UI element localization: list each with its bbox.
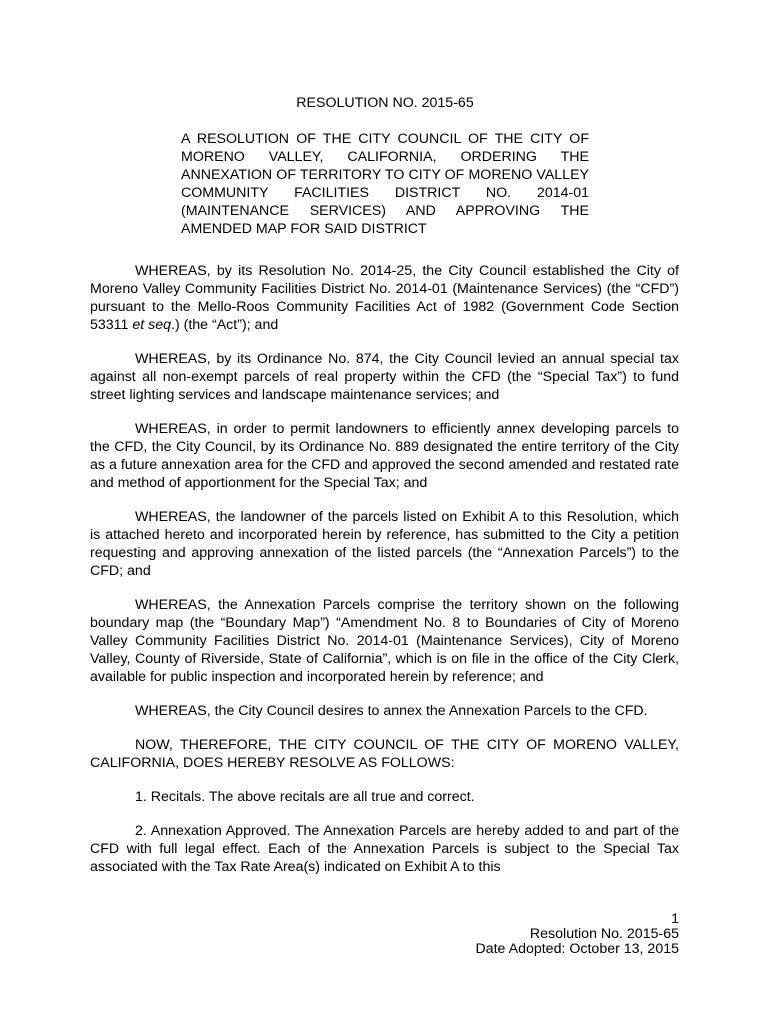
document-body bbox=[90, 262, 679, 876]
footer-resolution: Resolution No. 2015-65 bbox=[529, 926, 679, 942]
footer-date-adopted: Date Adopted: October 13, 2015 bbox=[475, 941, 679, 957]
whereas-paragraph-1 bbox=[90, 262, 679, 334]
section-2-annexation: 2. Annexation Approved. The Annexation Parcels are hereby added to and part of the CFD with full legal effect. Each of the Annexation Parcels is subject to the Special Tax associated with the Tax Rate Area(s) indicated on Exhibit A to this bbox=[90, 823, 679, 875]
italic-text: et seq bbox=[132, 317, 171, 333]
whereas-paragraph-3: WHEREAS, in order to permit landowners to efficiently annex developing parcels to the CFD, the City Council, by its Ordinance No. 889 designated the entire territory of the City as a future annexation area for the CFD and approved the second amended and restated rate and method of apportionment for the Special Tax; and bbox=[90, 421, 679, 491]
whereas-paragraph-6: WHEREAS, the City Council desires to annex the Annexation Parcels to the CFD. bbox=[135, 703, 648, 719]
whereas-paragraph-4: WHEREAS, the landowner of the parcels listed on Exhibit A to this Resolution, which is attached hereto and incorporated herein by reference, has submitted to the City a petition requesting and approving annexation of the listed parcels (the “Annexation Parcels”) to the CFD; and bbox=[90, 509, 679, 579]
page-footer bbox=[475, 912, 679, 957]
paragraph-text: .) (the “Act”); and bbox=[171, 317, 279, 333]
resolution-title: A RESOLUTION OF THE CITY COUNCIL OF THE CITY OF MORENO VALLEY, CALIFORNIA, ORDERING THE ANNEXATION OF TERRITORY TO CITY OF MORENO VALLEY COMMUNITY FACILITIES DISTRICT NO. 2014-01 (MAINTENANCE SERVICES) AND APPROVING THE AMENDED MAP FOR SAID DISTRICT bbox=[181, 131, 589, 237]
section-1-recitals: 1. Recitals. The above recitals are all true and correct. bbox=[135, 789, 475, 805]
resolution-heading: RESOLUTION NO. 2015-65 bbox=[296, 95, 474, 111]
paragraph-text: WHEREAS, by its Resolution No. 2014-25, the City Council established the City of Moreno Valley Community Facilities District No. 2014-01 (Maintenance Services) (the “CFD”) pursuant to the Mello-Roos Community Facilities Act of 1982 (Government Code Section 53311 bbox=[90, 263, 679, 333]
resolve-paragraph: NOW, THEREFORE, THE CITY COUNCIL OF THE CITY OF MORENO VALLEY, CALIFORNIA, DOES HEREBY RESOLVE AS FOLLOWS: bbox=[90, 737, 679, 771]
page-number: 1 bbox=[671, 911, 679, 927]
whereas-paragraph-5: WHEREAS, the Annexation Parcels comprise the territory shown on the following boundary map (the “Boundary Map”) “Amendment No. 8 to Boundaries of City of Moreno Valley Community Facilities District No. 2014-01 (Maintenance Services), City of Moreno Valley, County of Riverside, State of California”, which is on file in the office of the City Clerk, available for public inspection and incorporated herein by reference; and bbox=[90, 597, 679, 685]
whereas-paragraph-2: WHEREAS, by its Ordinance No. 874, the City Council levied an annual special tax against all non-exempt parcels of real property within the CFD (the “Special Tax”) to fund street lighting services and landscape maintenance services; and bbox=[90, 351, 679, 403]
